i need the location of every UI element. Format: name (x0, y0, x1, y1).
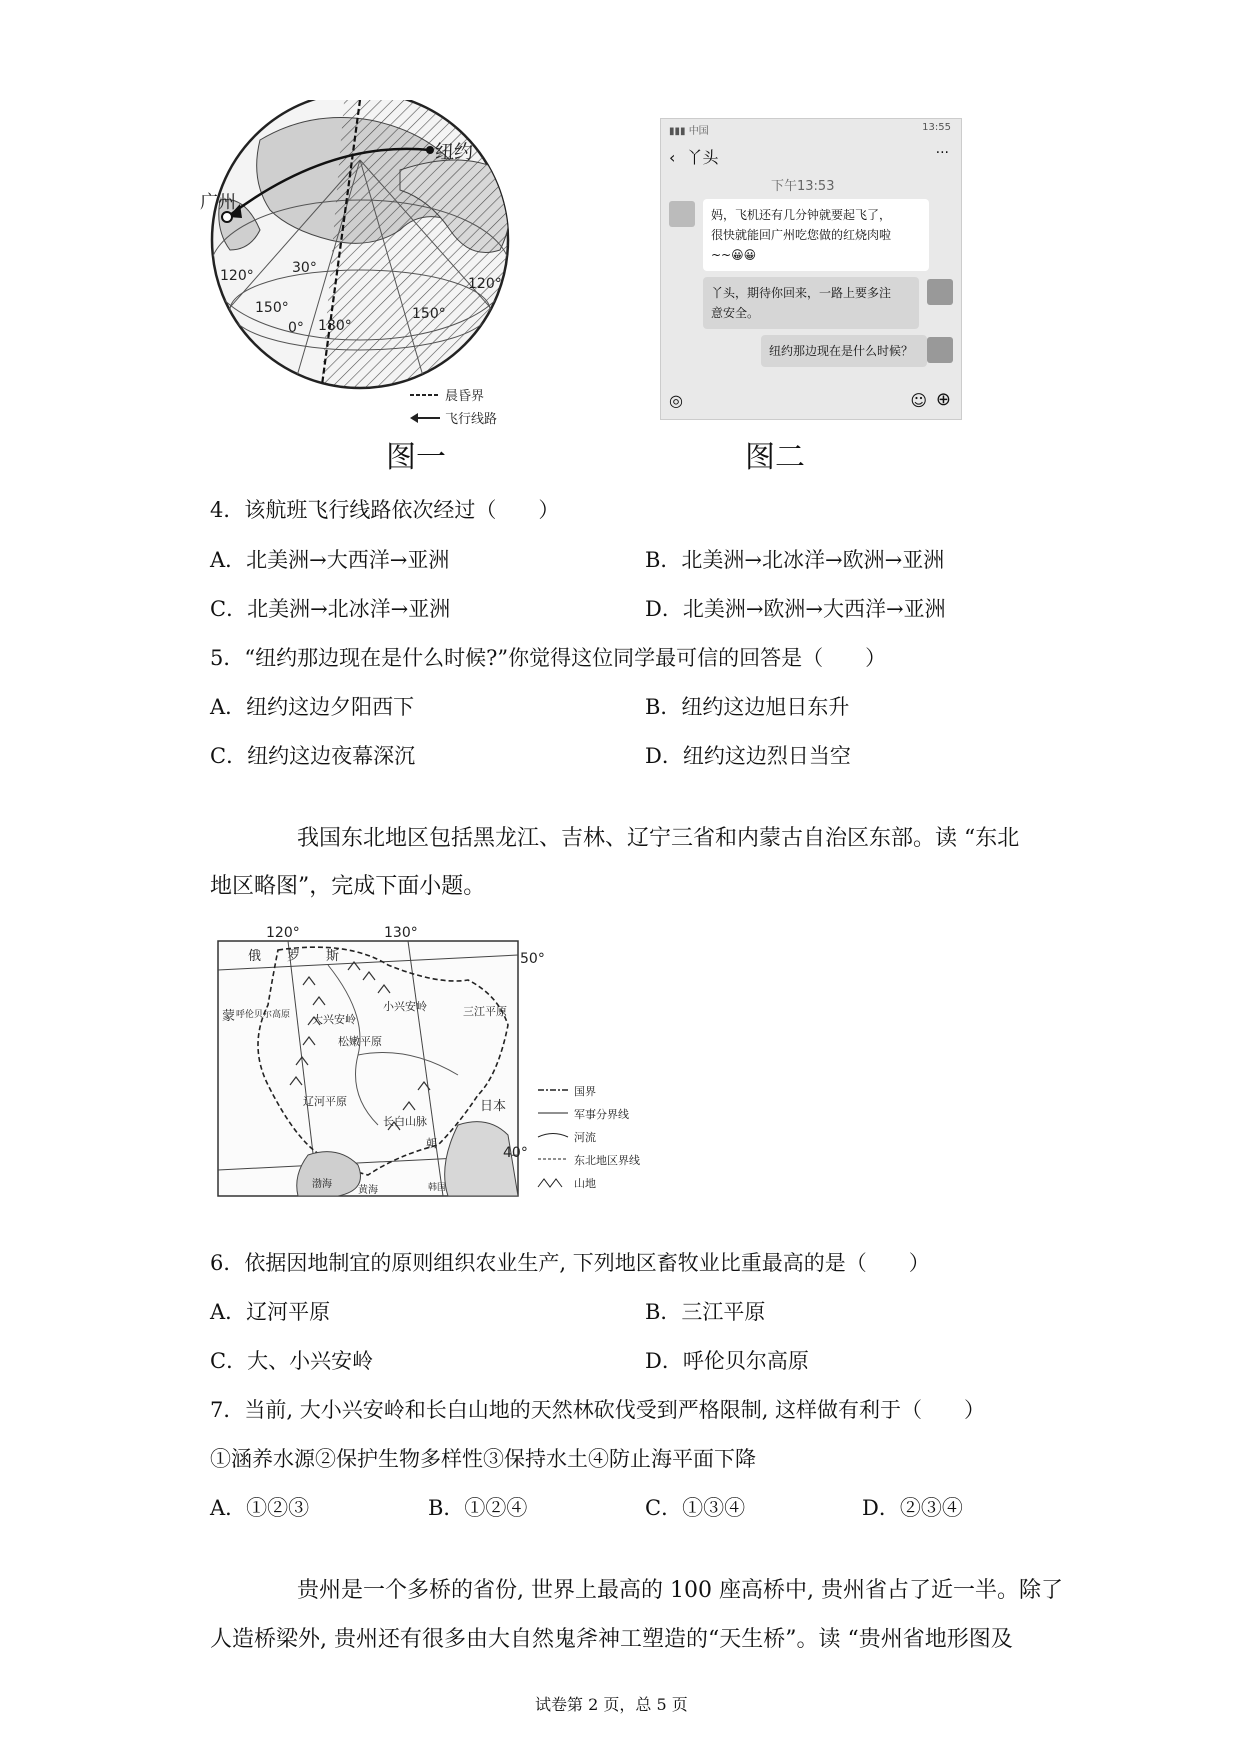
lat-30: 30° (292, 260, 317, 276)
msg2-line1: 丫头，期待你回来，一路上要多注 (711, 286, 892, 300)
label-guangzhou: 广州 (200, 192, 236, 213)
figure-2-chat (660, 118, 962, 420)
liaohe-label: 辽河平原 (303, 1095, 347, 1108)
q5-option-d[interactable]: D．纽约这边烈日当空 (645, 744, 851, 768)
lon-150-left: 150° (255, 300, 289, 316)
daxing-label: 大兴安岭 (312, 1013, 356, 1026)
legend-military: 军事分界线 (574, 1108, 629, 1121)
bohai-label: 渤海 (312, 1179, 332, 1190)
lat-40-label: 40° (503, 1145, 528, 1161)
q4-option-c[interactable]: C．北美洲→北冰洋→亚洲 (210, 597, 451, 621)
avatar-daughter-2 (927, 337, 953, 363)
q7-option-a[interactable]: A．①②③ (210, 1496, 310, 1520)
ne-intro-line2: 地区略图”，完成下面小题。 (210, 874, 486, 899)
voice-icon[interactable]: ◎ (669, 391, 683, 410)
q4-option-b[interactable]: B．北美洲→北冰洋→欧洲→亚洲 (645, 548, 945, 572)
figure-1-caption: 图一 (386, 440, 446, 475)
message-bubble-3 (761, 335, 927, 367)
msg1-line2: 很快就能回广州吃您做的红烧肉啦 (711, 228, 892, 242)
more-icon[interactable]: ··· (935, 145, 949, 161)
gz-intro-line2: 人造桥梁外, 贵州还有很多由大自然鬼斧神工塑造的“天生桥”。读 “贵州省地形图及 (210, 1627, 1013, 1652)
lon-180: 180° (318, 318, 352, 334)
lon-150-right: 150° (412, 306, 446, 322)
q5-option-b[interactable]: B．纽约这边旭日东升 (645, 695, 850, 719)
sanjiang-label: 三江平原 (463, 1005, 507, 1018)
q7-items: ①涵养水源②保护生物多样性③保持水土④防止海平面下降 (210, 1447, 756, 1471)
russia-label: 俄 罗 斯 (248, 949, 340, 964)
lon-120-label: 120° (266, 925, 300, 941)
message-bubble-2 (703, 277, 919, 329)
legend-region: 东北地区界线 (574, 1154, 640, 1167)
msg2-line2: 意安全。 (711, 306, 760, 320)
avatar-mother (927, 279, 953, 305)
q6-option-d[interactable]: D．呼伦贝尔高原 (645, 1349, 809, 1373)
mongolia-label: 蒙 (222, 1009, 236, 1024)
status-time: 13:55 (922, 122, 951, 133)
q7-option-d[interactable]: D．②③④ (862, 1496, 963, 1520)
q5-option-c[interactable]: C．纽约这边夜幕深沉 (210, 744, 416, 768)
northeast-map-svg (208, 925, 678, 1215)
gz-intro-line1: 贵州是一个多桥的省份, 世界上最高的 100 座高桥中, 贵州省占了近一半。除了 (297, 1578, 1063, 1603)
northeast-map (208, 925, 678, 1215)
q4-option-d[interactable]: D．北美洲→欧洲→大西洋→亚洲 (645, 597, 946, 621)
signal-icon: ▮▮▮ 中国 (669, 126, 709, 137)
emoji-icon[interactable]: ☺ (910, 391, 927, 410)
q7-option-c[interactable]: C．①③④ (645, 1496, 746, 1520)
lon-120-left: 120° (220, 268, 254, 284)
japan-label: 日本 (480, 1099, 507, 1114)
q5-stem: 5．“纽约那边现在是什么时候?”你觉得这位同学最可信的回答是（ ） (210, 646, 887, 670)
msg3-line1: 纽约那边现在是什么时候？ (769, 344, 914, 358)
xiaoxing-label: 小兴安岭 (383, 1000, 427, 1013)
q6-option-c[interactable]: C．大、小兴安岭 (210, 1349, 374, 1373)
lon-0: 0° (288, 320, 304, 336)
q6-stem: 6．依据因地制宜的原则组织农业生产, 下列地区畜牧业比重最高的是（ ） (210, 1251, 930, 1275)
night-region (320, 100, 530, 400)
q5-option-a[interactable]: A．纽约这边夕阳西下 (210, 695, 415, 719)
q6-option-b[interactable]: B．三江平原 (645, 1300, 766, 1324)
plus-icon[interactable]: ⊕ (935, 389, 951, 410)
korea-s-label: 韩国 (428, 1183, 447, 1193)
q7-option-b[interactable]: B．①②④ (428, 1496, 528, 1520)
huanghai-label: 黄海 (358, 1185, 378, 1196)
songnen-label: 松嫩平原 (338, 1035, 382, 1048)
legend-border: 国界 (574, 1085, 596, 1098)
globe-map (200, 100, 560, 440)
q4-option-a[interactable]: A．北美洲→大西洋→亚洲 (210, 548, 450, 572)
q6-option-a[interactable]: A．辽河平原 (210, 1300, 331, 1324)
legend-terminator: 晨昏界 (445, 389, 485, 404)
changbai-label: 长白山脉 (383, 1115, 427, 1128)
legend-river: 河流 (574, 1131, 596, 1144)
q7-stem: 7．当前, 大小兴安岭和长白山地的天然林砍伐受到严格限制, 这样做有利于（ ） (210, 1398, 986, 1422)
back-icon[interactable]: ‹ (669, 148, 676, 167)
msg1-line1: 妈，飞机还有几分钟就要起飞了， (711, 208, 892, 222)
figure-2-caption: 图二 (745, 440, 805, 475)
ne-intro-line1: 我国东北地区包括黑龙江、吉林、辽宁三省和内蒙古自治区东部。读 “东北 (297, 826, 1020, 851)
lon-120-right: 120° (468, 276, 502, 292)
q4-stem: 4．该航班飞行线路依次经过（ ） (210, 498, 560, 522)
legend-flight: 飞行线路 (445, 412, 498, 427)
message-bubble-1 (703, 199, 929, 271)
lat-50-label: 50° (520, 951, 545, 967)
hulunbuir-label: 呼伦贝尔高原 (236, 1010, 291, 1020)
msg1-line3: ~~😀😀 (711, 248, 757, 262)
figure-1 (200, 100, 560, 440)
page-footer: 试卷第 2 页，总 5 页 (535, 1695, 688, 1714)
chat-timestamp: 下午13:53 (771, 179, 835, 194)
lon-130-label: 130° (384, 925, 418, 941)
contact-name: 丫头 (686, 148, 719, 167)
label-newyork: 纽约 (435, 141, 474, 163)
korea-n-label: 朝 (426, 1137, 437, 1150)
legend-mountain: 山地 (574, 1177, 596, 1190)
avatar-daughter (669, 201, 695, 227)
